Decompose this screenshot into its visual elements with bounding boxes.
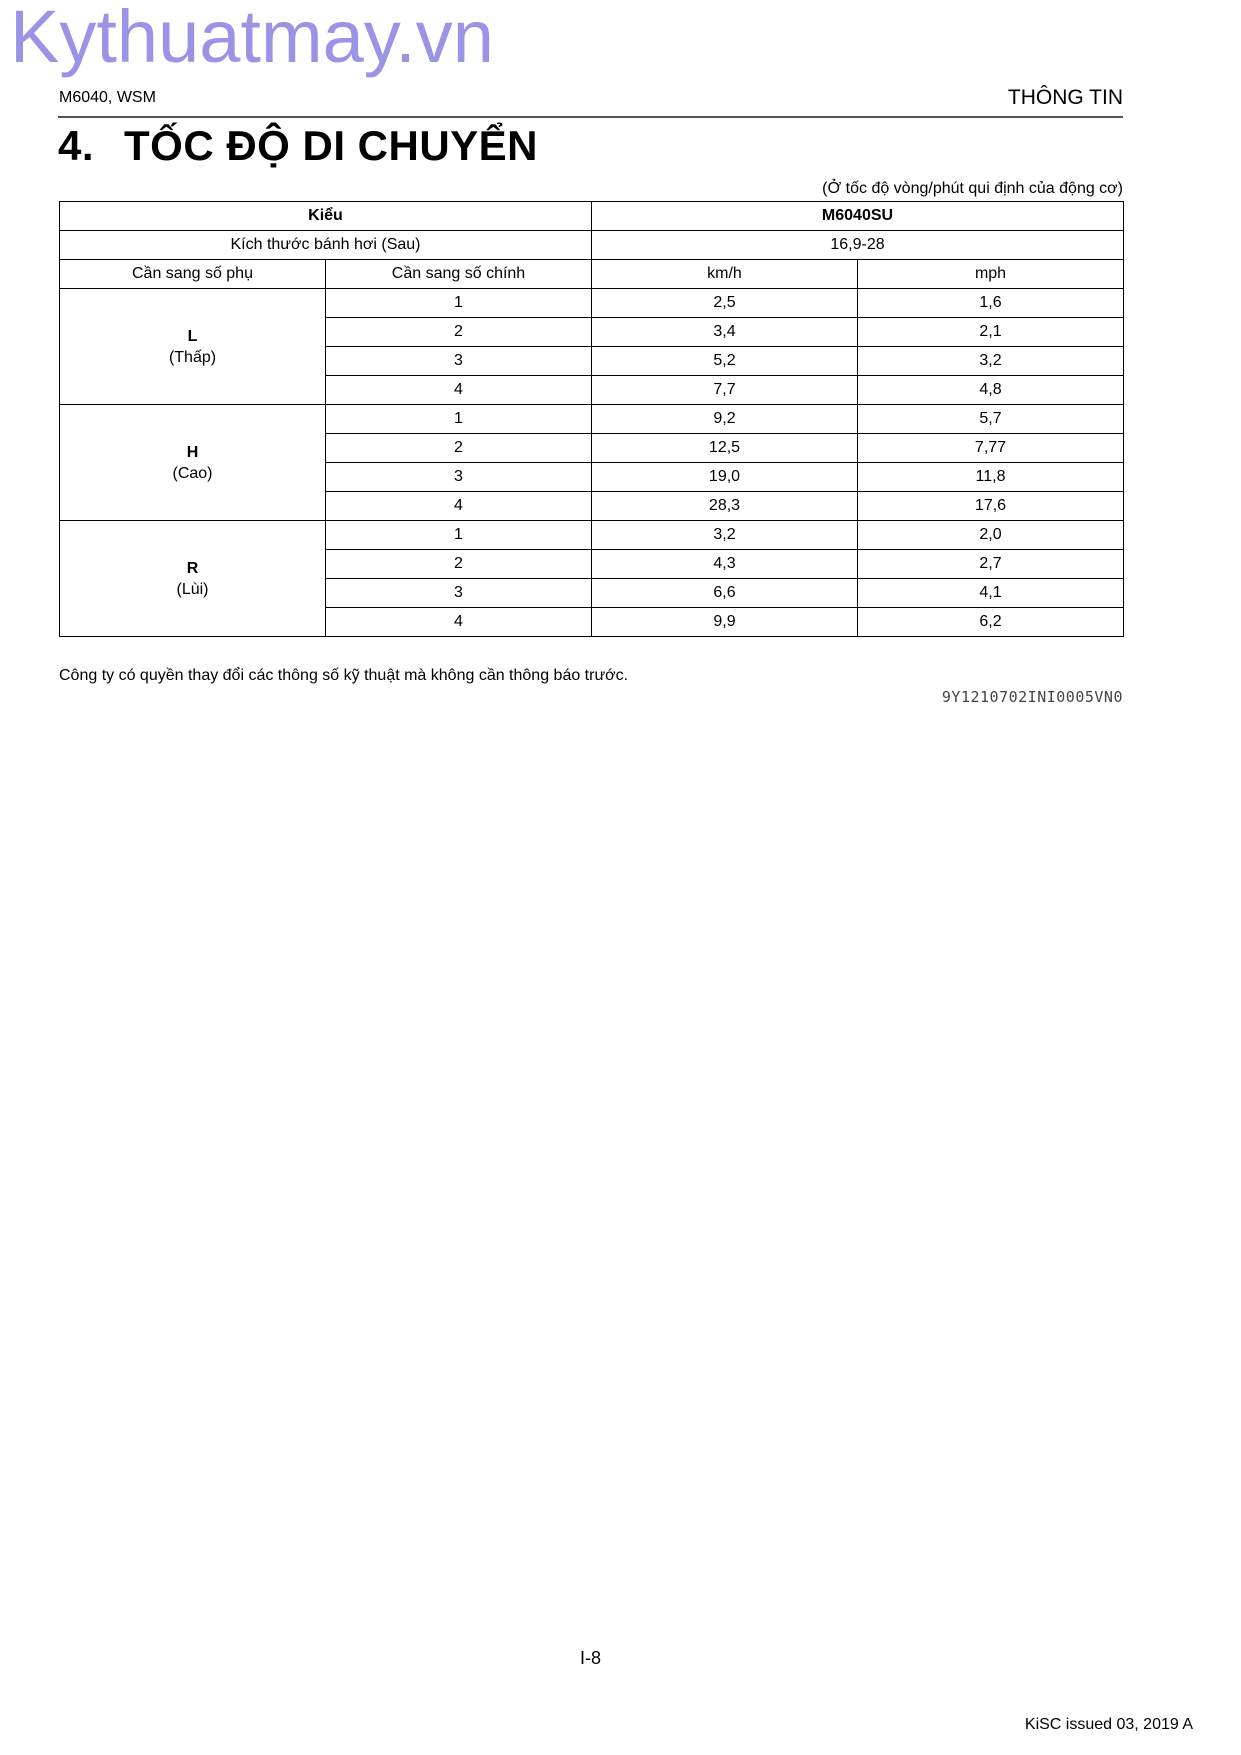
gear-cell: 4 [326, 492, 592, 521]
gear-cell: 1 [326, 405, 592, 434]
kmh-cell: 28,3 [592, 492, 858, 521]
tire-value: 16,9-28 [592, 231, 1124, 260]
range-cell [60, 521, 326, 637]
gear-cell: 4 [326, 376, 592, 405]
model-value: M6040SU [592, 202, 1124, 231]
mph-cell: 4,8 [858, 376, 1124, 405]
kmh-cell: 5,2 [592, 347, 858, 376]
range-code: H [186, 443, 199, 461]
col-header: mph [858, 260, 1124, 289]
condition-note: (Ở tốc độ vòng/phút qui định của động cơ) [822, 180, 1123, 197]
range-cell [60, 289, 326, 405]
mph-cell: 6,2 [858, 608, 1124, 637]
issue-info: KiSC issued 03, 2019 A [1024, 1716, 1193, 1733]
travel-speed-table [59, 201, 1124, 637]
kmh-cell: 19,0 [592, 463, 858, 492]
kmh-cell: 12,5 [592, 434, 858, 463]
table-row [60, 521, 1124, 550]
page-number: I-8 [580, 1648, 602, 1668]
kmh-cell: 4,3 [592, 550, 858, 579]
gear-cell: 2 [326, 550, 592, 579]
document-code: 9Y1210702INI0005VN0 [941, 688, 1123, 706]
mph-cell: 1,6 [858, 289, 1124, 318]
kmh-cell: 9,2 [592, 405, 858, 434]
tire-label: Kích thước bánh hơi (Sau) [60, 231, 592, 260]
kmh-cell: 3,4 [592, 318, 858, 347]
col-header: Cần sang số chính [326, 260, 592, 289]
mph-cell: 2,7 [858, 550, 1124, 579]
range-name: (Cao) [172, 464, 213, 482]
range-name: (Lùi) [176, 580, 209, 598]
table-row [60, 289, 1124, 318]
mph-cell: 7,77 [858, 434, 1124, 463]
range-code: R [186, 559, 199, 577]
range-name: (Thấp) [168, 348, 217, 366]
table-header-row [60, 260, 1124, 289]
header-model: M6040, WSM [59, 89, 156, 106]
footnote: Công ty có quyền thay đổi các thông số kỹ thuật mà không cần thông báo trước. [59, 667, 629, 684]
title-number: 4. [58, 122, 95, 169]
watermark-logo: Kythuatmay.vn [10, 0, 494, 78]
table-row [60, 202, 1124, 231]
kmh-cell: 9,9 [592, 608, 858, 637]
table-row [60, 405, 1124, 434]
kmh-cell: 3,2 [592, 521, 858, 550]
gear-cell: 1 [326, 289, 592, 318]
kmh-cell: 7,7 [592, 376, 858, 405]
header-divider [58, 116, 1123, 118]
col-header: km/h [592, 260, 858, 289]
mph-cell: 2,0 [858, 521, 1124, 550]
col-header: Cần sang số phụ [60, 260, 326, 289]
table-row [60, 231, 1124, 260]
range-cell [60, 405, 326, 521]
mph-cell: 11,8 [858, 463, 1124, 492]
kmh-cell: 6,6 [592, 579, 858, 608]
mph-cell: 5,7 [858, 405, 1124, 434]
gear-cell: 2 [326, 434, 592, 463]
kmh-cell: 2,5 [592, 289, 858, 318]
mph-cell: 2,1 [858, 318, 1124, 347]
title-text: TỐC ĐỘ DI CHUYỂN [124, 122, 539, 169]
gear-cell: 2 [326, 318, 592, 347]
mph-cell: 17,6 [858, 492, 1124, 521]
gear-cell: 1 [326, 521, 592, 550]
gear-cell: 3 [326, 347, 592, 376]
header-section: THÔNG TIN [1007, 86, 1123, 109]
range-code: L [187, 327, 198, 345]
model-label: Kiểu [60, 202, 592, 231]
page-title [58, 122, 538, 170]
gear-cell: 4 [326, 608, 592, 637]
gear-cell: 3 [326, 463, 592, 492]
gear-cell: 3 [326, 579, 592, 608]
mph-cell: 4,1 [858, 579, 1124, 608]
mph-cell: 3,2 [858, 347, 1124, 376]
